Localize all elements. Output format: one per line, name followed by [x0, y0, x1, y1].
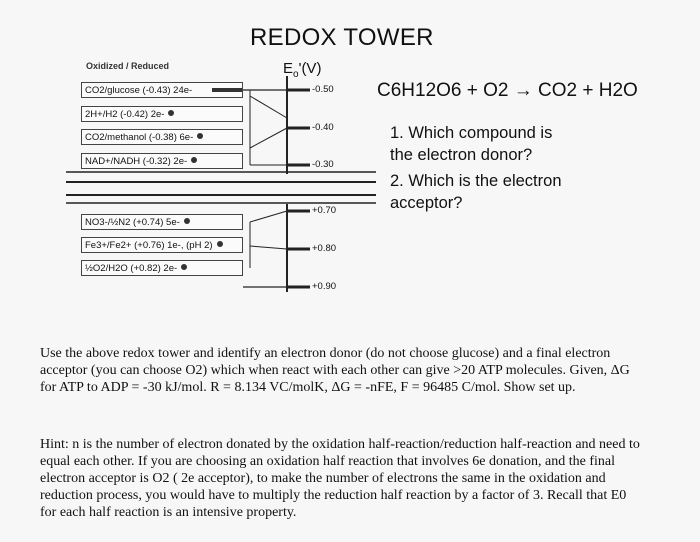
instructions-paragraph: Use the above redox tower and identify an electron donor (do not choose glucose) and a final electron acceptor (you can choose O2) which when react with each other can give >20 ATP molecules. Given, ΔG for ATP to ADP = -30 kJ/mol. R = 8.134 VC/molK, ΔG = -nFE, F = 96485 C/mol. Show set up. — [40, 346, 630, 395]
dot-icon — [191, 157, 197, 163]
column-header: Oxidized / Reduced — [86, 61, 170, 71]
question-1-cont: the electron donor? — [390, 146, 533, 164]
reaction-equation: C6H12O6 + O2 → CO2 + H2O — [377, 80, 638, 101]
question-2-cont: acceptor? — [390, 194, 463, 212]
dot-icon — [217, 241, 223, 247]
couple-box-nitrate: NO3-/½N2 (+0.74) 5e- — [81, 214, 243, 230]
couple-box-methanol: CO2/methanol (-0.38) 6e- — [81, 129, 243, 145]
question-1: 1. Which compound is — [390, 124, 553, 142]
tick-label: +0.90 — [312, 281, 337, 292]
page-title: REDOX TOWER — [250, 24, 434, 51]
dot-icon — [168, 110, 174, 116]
arrow-bar — [212, 88, 242, 92]
couple-box-nadh: NAD+/NADH (-0.32) 2e- — [81, 153, 243, 169]
question-2: 2. Which is the electron — [390, 172, 562, 190]
dot-icon — [184, 218, 190, 224]
dot-icon — [181, 264, 187, 270]
couple-box-iron: Fe3+/Fe2+ (+0.76) 1e-, (pH 2) — [81, 237, 243, 253]
tick-label: -0.40 — [312, 122, 334, 133]
dot-icon — [197, 133, 203, 139]
couple-box-oxygen: ½O2/H2O (+0.82) 2e- — [81, 260, 243, 276]
tick-label: -0.30 — [312, 159, 334, 170]
hint-paragraph: Hint: n is the number of electron donated by the oxidation half-reaction/reduction half-reaction and need to equal each other. If you are choosing an oxidation half reaction that involves 6e donation, and the final electron acceptor is O2 ( 2e acceptor), to make the number of electrons the same in the oxidation and reduction process, you would have to multiply the reduction half reaction by a factor of 3. Recall that E0 for each half reaction is an intensive property. — [40, 437, 640, 520]
couple-box-hydrogen: 2H+/H2 (-0.42) 2e- — [81, 106, 243, 122]
couple-box-glucose: CO2/glucose (-0.43) 24e- — [81, 82, 243, 98]
tick-label: +0.70 — [312, 205, 337, 216]
tick-label: -0.50 — [312, 84, 334, 95]
tick-label: +0.80 — [312, 243, 337, 254]
axis-label: $E_o'(V)$ — [283, 60, 322, 80]
